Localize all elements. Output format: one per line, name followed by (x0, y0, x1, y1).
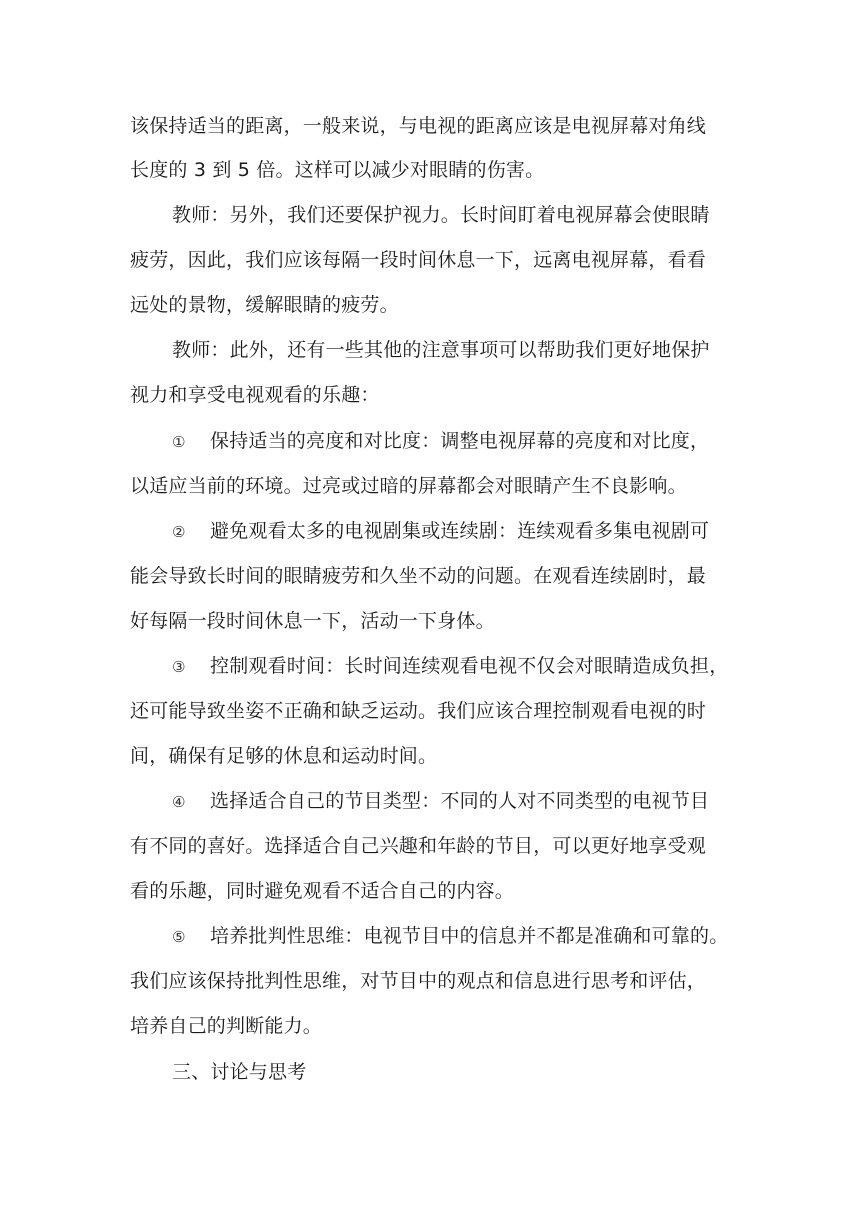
paragraph-line: 培养自己的判断能力。 (130, 1015, 323, 1037)
list-item-4 (172, 789, 782, 814)
list-item-text: 保持适当的亮度和对比度：调整电视屏幕的亮度和对比度， (210, 430, 710, 452)
paragraph-line: 教师：此外，还有一些其他的注意事项可以帮助我们更好地保护 (172, 339, 710, 361)
paragraph-line: 间，确保有足够的休息和运动时间。 (130, 745, 438, 767)
list-marker: ① (172, 433, 186, 451)
list-item-3 (172, 654, 782, 679)
list-item-2 (172, 519, 782, 544)
paragraph-line: 看的乐趣，同时避免观看不适合自己的内容。 (130, 880, 515, 902)
list-marker: ④ (172, 793, 186, 811)
paragraph-line: 视力和享受电视观看的乐趣： (130, 384, 380, 406)
paragraph-line: 能会导致长时间的眼睛疲劳和久坐不动的问题。在观看连续剧时，最 (130, 565, 707, 587)
list-item-1 (172, 429, 782, 454)
list-marker: ③ (172, 658, 186, 676)
paragraph-line: 疲劳，因此，我们应该每隔一段时间休息一下，远离电视屏幕，看看 (130, 249, 707, 271)
paragraph-line: 以适应当前的环境。过亮或过暗的屏幕都会对眼睛产生不良影响。 (130, 475, 687, 497)
list-item-text: 控制观看时间：长时间连续观看电视不仅会对眼睛造成负担， (210, 655, 729, 677)
list-marker: ② (172, 523, 186, 541)
list-item-text: 培养批判性思维：电视节目中的信息并不都是准确和可靠的。 (210, 925, 729, 947)
paragraph-line: 有不同的喜好。选择适合自己兴趣和年龄的节目，可以更好地享受观 (130, 835, 707, 857)
list-item-text: 选择适合自己的节目类型：不同的人对不同类型的电视节目 (210, 790, 710, 812)
paragraph-line: 远处的景物，缓解眼睛的疲劳。 (130, 294, 399, 316)
list-item-text: 避免观看太多的电视剧集或连续剧：连续观看多集电视剧可 (210, 520, 710, 542)
list-marker: ⑤ (172, 928, 186, 946)
list-item-5 (172, 924, 782, 949)
paragraph-line: 长度的 3 到 5 倍。这样可以减少对眼睛的伤害。 (130, 159, 545, 181)
paragraph-line: 我们应该保持批判性思维，对节目中的观点和信息进行思考和评估， (130, 970, 707, 992)
paragraph-line: 教师：另外，我们还要保护视力。长时间盯着电视屏幕会使眼睛 (172, 204, 710, 226)
section-heading: 三、讨论与思考 (172, 1061, 307, 1083)
paragraph-line: 该保持适当的距离，一般来说，与电视的距离应该是电视屏幕对角线 (130, 115, 707, 137)
paragraph-line: 还可能导致坐姿不正确和缺乏运动。我们应该合理控制观看电视的时 (130, 700, 707, 722)
paragraph-line: 好每隔一段时间休息一下，活动一下身体。 (130, 610, 495, 632)
